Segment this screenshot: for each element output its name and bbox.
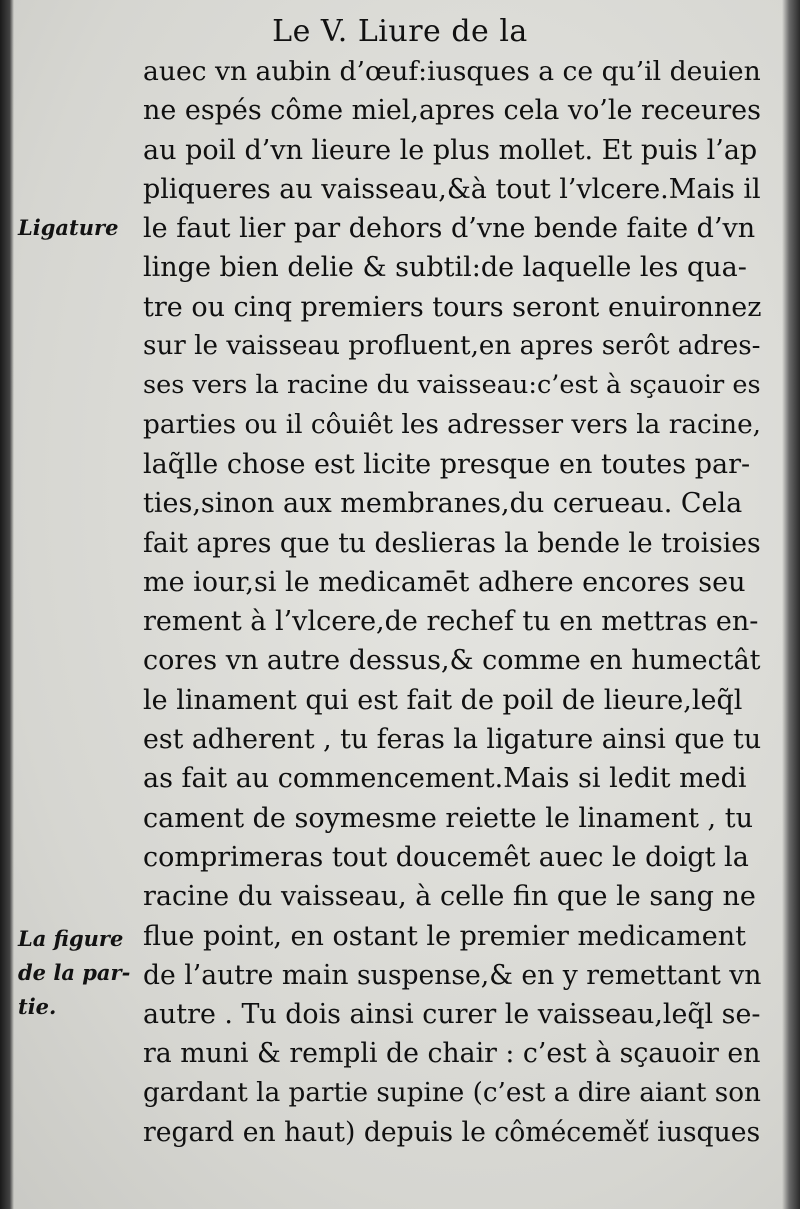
text-line: me iour,si le medicamēt adhere encores seu xyxy=(143,566,746,598)
text-line: tre ou cinq premiers tours seront enuironnez xyxy=(143,291,762,323)
text-line: de l’autre main suspense,& en y remettant vn xyxy=(143,959,762,991)
text-line: le faut lier par dehors d’vne bende faite d’vn xyxy=(143,213,756,245)
text-line: ses vers la racine du vaisseau:c’est à sçauoir es xyxy=(143,370,761,401)
text-line: comprimeras tout doucemêt auec le doigt la xyxy=(143,841,749,873)
text-line: autre . Tu dois ainsi curer le vaisseau,leq̃l se- xyxy=(143,999,761,1031)
text-line: racine du vaisseau, à celle fin que le sang ne xyxy=(143,881,756,913)
text-line: au poil d’vn lieure le plus mollet. Et puis l’ap xyxy=(143,134,758,166)
text-line: le linament qui est fait de poil de lieure,leq̃l xyxy=(143,684,743,716)
margin-note-figure xyxy=(18,922,130,1024)
text-line: sur le vaisseau profluent,en apres serôt adres- xyxy=(143,331,761,362)
text-line: flue point, en ostant le premier medicament xyxy=(143,920,746,952)
margin-note-ligature: Ligature xyxy=(18,215,119,240)
margin-note-line: de la par- xyxy=(18,960,131,985)
page-edge-shadow xyxy=(782,0,800,1209)
text-line: ties,sinon aux membranes,du cerueau. Cela xyxy=(143,488,743,520)
text-line: cament de soymesme reiette le linament , tu xyxy=(143,802,753,834)
text-line: rement à l’vlcere,de rechef tu en mettras en- xyxy=(143,606,759,638)
text-line: parties ou il côuiêt les adresser vers la racine, xyxy=(143,409,762,440)
text-line: gardant la partie supine (c’est a dire aiant son xyxy=(143,1077,761,1108)
text-line: as fait au commencement.Mais si ledit medi xyxy=(143,763,747,795)
running-header: Le V. Liure de la xyxy=(272,14,528,49)
margin-note-line: tie. xyxy=(18,994,57,1019)
text-line: pliqueres au vaisseau,&à tout l’vlcere.Mais il xyxy=(143,173,761,205)
text-line: fait apres que tu deslieras la bende le troisies xyxy=(143,527,761,559)
text-line: laq̃lle chose est licite presque en toutes par- xyxy=(143,448,751,480)
text-line: ra muni & rempli de chair : c’est à sçauoir en xyxy=(143,1038,761,1070)
text-line: auec vn aubin d’œuf:iusques a ce qu’il deuien xyxy=(143,56,761,87)
text-line: cores vn autre dessus,& comme en humectât xyxy=(143,645,761,677)
text-line: ne espés côme miel,apres cela vo’le receures xyxy=(143,95,761,127)
text-line: regard en haut) depuis le côméceměť iusques xyxy=(143,1117,761,1149)
body-text xyxy=(143,52,763,1152)
text-line: est adherent , tu feras la ligature ainsi que tu xyxy=(143,724,762,756)
page-gutter-shadow xyxy=(0,0,14,1209)
margin-note-line: La figure xyxy=(18,926,124,951)
text-line: linge bien delie & subtil:de laquelle les qua- xyxy=(143,252,747,284)
